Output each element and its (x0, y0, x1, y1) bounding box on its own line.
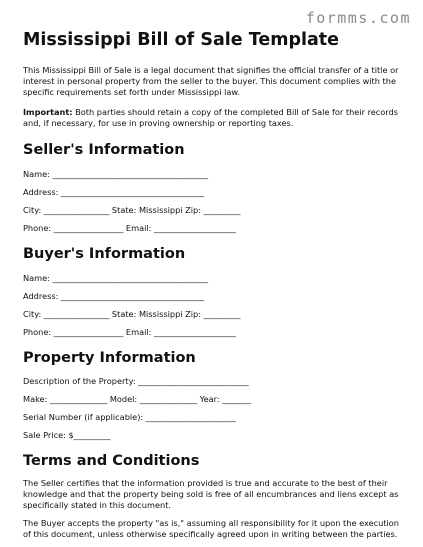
intro-paragraph: This Mississippi Bill of Sale is a legal document that signifies the official transfer of a title or interest in personal property from the seller to the buyer. This document complies with the specific requirements set forth under Mississippi law. (23, 65, 399, 97)
sale-price-field[interactable]: Sale Price: $_________ (23, 430, 111, 440)
document-title: Mississippi Bill of Sale Template (23, 30, 340, 50)
seller-name-field[interactable]: Name: ______________________________________ (23, 169, 209, 179)
buyer-heading: Buyer's Information (23, 246, 186, 262)
property-serial-number-field[interactable]: Serial Number (if applicable): ______________________ (23, 412, 236, 422)
seller-heading: Seller's Information (23, 142, 185, 158)
terms-paragraph-buyer: The Buyer accepts the property "as is," assuming all responsibility for it upon the execution of this document, unless otherwise specifically agreed upon in writing between the parties. (23, 518, 399, 539)
property-heading: Property Information (23, 350, 196, 366)
buyer-name-field[interactable]: Name: ______________________________________ (23, 273, 209, 283)
important-text: Both parties should retain a copy of the completed Bill of Sale for their records and, if necessary, for use in proving ownership or reporting taxes. (23, 107, 398, 128)
watermark: formms.com (305, 9, 411, 27)
seller-phone-email-field[interactable]: Phone: _________________ Email: ____________________ (23, 223, 236, 233)
property-description-field[interactable]: Description of the Property: ___________________________ (23, 376, 249, 386)
terms-paragraph-seller: The Seller certifies that the information provided is true and accurate to the best of their knowledge and that the property being sold is free of all encumbrances and liens except as specifically stated in this document. (23, 478, 399, 510)
buyer-address-field[interactable]: Address: ___________________________________ (23, 291, 205, 301)
seller-city-state-zip-field[interactable]: City: ________________ State: Mississippi Zip: _________ (23, 205, 241, 215)
terms-heading: Terms and Conditions (23, 453, 200, 469)
buyer-phone-email-field[interactable]: Phone: _________________ Email: ____________________ (23, 327, 236, 337)
seller-address-field[interactable]: Address: ___________________________________ (23, 187, 205, 197)
document-page (23, 28, 405, 540)
buyer-city-state-zip-field[interactable]: City: ________________ State: Mississippi Zip: _________ (23, 309, 241, 319)
property-make-model-year-field[interactable]: Make: ______________ Model: ______________ Year: _______ (23, 394, 251, 404)
important-label: Important: (23, 107, 73, 117)
important-note (23, 107, 405, 129)
